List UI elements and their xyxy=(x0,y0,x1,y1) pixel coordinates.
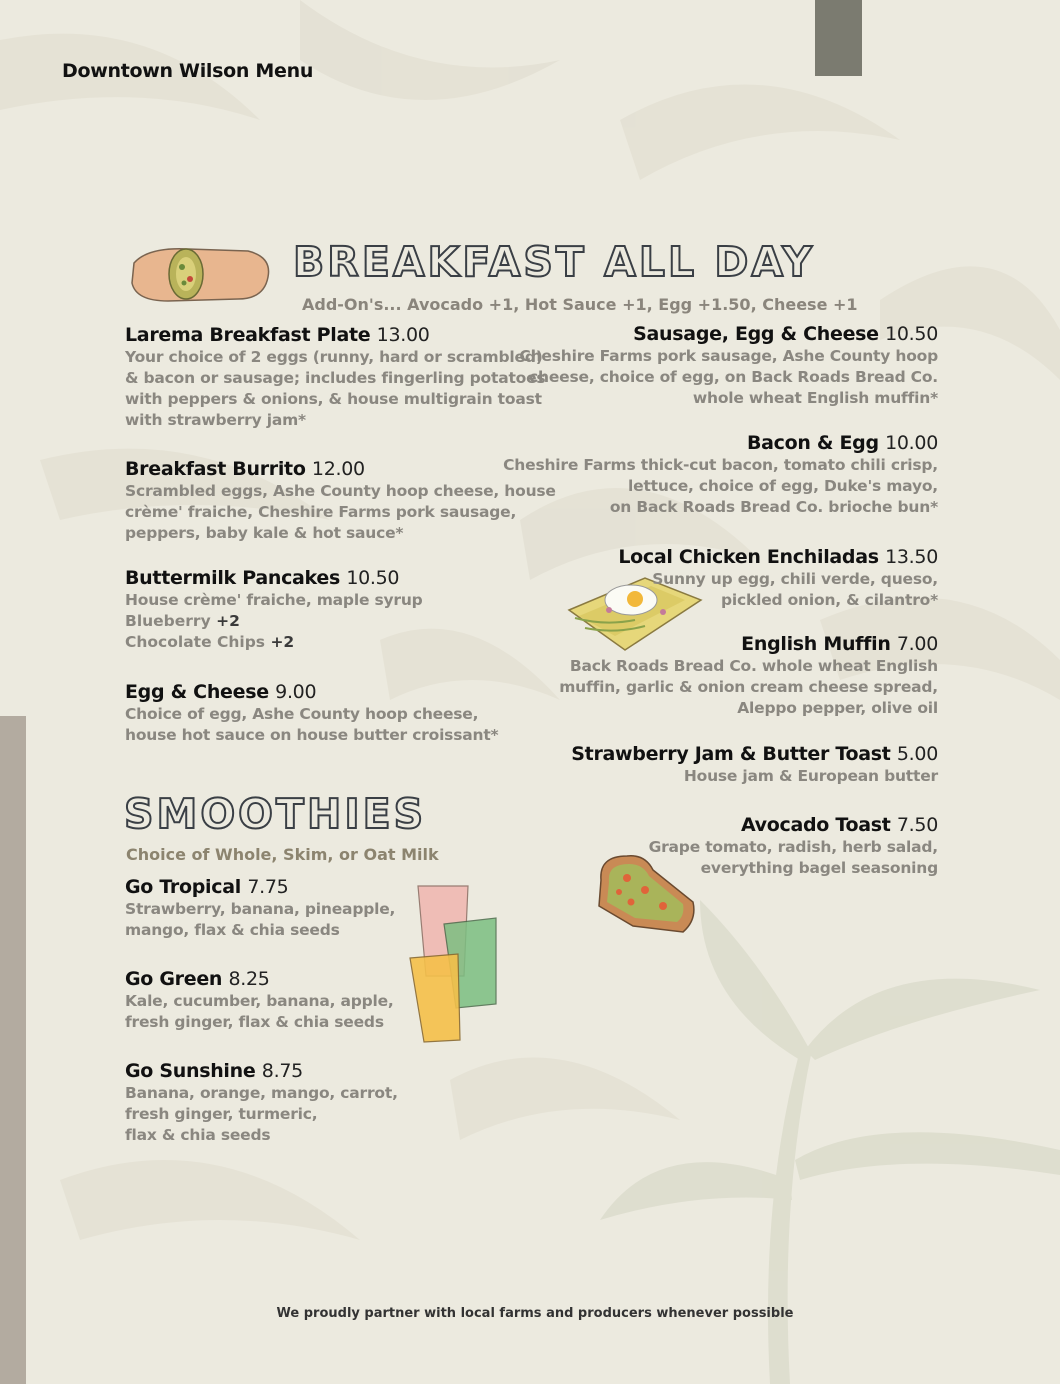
item-desc-line: flax & chia seeds xyxy=(125,1126,271,1144)
smoothie-glasses-illustration xyxy=(406,880,501,1045)
item-desc-line: House jam & European butter xyxy=(683,767,938,785)
avocado-toast-illustration xyxy=(593,850,699,936)
item-price: 12.00 xyxy=(311,458,365,480)
item-desc-line: whole wheat English muffin* xyxy=(692,389,938,407)
item-price: 7.75 xyxy=(247,876,289,898)
item-desc-line: Sunny up egg, chili verde, queso, xyxy=(652,570,938,588)
venue-title: Downtown Wilson Menu xyxy=(62,60,314,82)
item-desc-line: peppers, baby kale & hot sauce* xyxy=(125,524,404,542)
item-name: Larema Breakfast Plate xyxy=(125,324,371,346)
item-desc-line: lettuce, choice of egg, Duke's mayo, xyxy=(628,477,938,495)
item-desc-line: Choice of egg, Ashe County hoop cheese, xyxy=(125,705,479,723)
item-desc-line: crème' fraiche, Cheshire Farms pork sausage, xyxy=(125,503,517,521)
item-desc-line: Back Roads Bread Co. whole wheat English xyxy=(569,657,938,675)
item-desc-line: Kale, cucumber, banana, apple, xyxy=(125,992,394,1010)
item-desc-line: Grape tomato, radish, herb salad, xyxy=(648,838,938,856)
smoothies-section-title: SMOOTHIES xyxy=(124,790,427,838)
item-extra xyxy=(125,632,423,653)
item-desc-line: with strawberry jam* xyxy=(125,411,306,429)
menu-item-jam-butter-toast xyxy=(571,742,938,787)
item-desc-line: on Back Roads Bread Co. brioche bun* xyxy=(609,498,938,516)
item-name: Sausage, Egg & Cheese xyxy=(633,323,879,345)
milk-options-note: Choice of Whole, Skim, or Oat Milk xyxy=(126,845,439,864)
item-price: 10.50 xyxy=(885,323,938,345)
menu-item-bacon-and-egg xyxy=(503,431,938,518)
item-name: Local Chicken Enchiladas xyxy=(618,546,879,568)
item-name: Go Tropical xyxy=(125,876,241,898)
item-price: 9.00 xyxy=(275,681,317,703)
item-desc-line: Strawberry, banana, pineapple, xyxy=(125,900,396,918)
item-desc-line: with peppers & onions, & house multigrain toast xyxy=(125,390,542,408)
item-name: English Muffin xyxy=(741,633,891,655)
item-price: 5.00 xyxy=(896,743,938,765)
item-name: Avocado Toast xyxy=(740,814,891,836)
item-desc-line: house hot sauce on house butter croissant* xyxy=(125,726,499,744)
item-desc-line: & bacon or sausage; includes fingerling potatoes xyxy=(125,369,546,387)
item-name: Go Green xyxy=(125,968,223,990)
item-price: 8.25 xyxy=(228,968,270,990)
menu-item-larema-breakfast-plate xyxy=(125,323,545,431)
item-desc-line: pickled onion, & cilantro* xyxy=(720,591,938,609)
item-price: 7.00 xyxy=(896,633,938,655)
item-desc-line: fresh ginger, turmeric, xyxy=(125,1105,318,1123)
item-name: Bacon & Egg xyxy=(746,432,879,454)
item-desc-line: everything bagel seasoning xyxy=(700,859,938,877)
item-name: Go Sunshine xyxy=(125,1060,256,1082)
item-desc-line: Cheshire Farms pork sausage, Ashe County hoop xyxy=(519,347,938,365)
top-tab-decoration xyxy=(815,0,862,76)
extra-price: +2 xyxy=(270,633,295,651)
menu-item-egg-and-cheese xyxy=(125,680,498,746)
item-extra xyxy=(125,611,423,632)
menu-item-english-muffin xyxy=(559,632,938,719)
item-desc-line: Banana, orange, mango, carrot, xyxy=(125,1084,398,1102)
menu-item-chicken-enchiladas xyxy=(618,545,938,611)
menu-item-breakfast-burrito xyxy=(125,457,556,544)
footer-note: We proudly partner with local farms and producers whenever possible xyxy=(276,1306,794,1321)
item-price: 13.00 xyxy=(376,324,430,346)
item-price: 7.50 xyxy=(896,814,938,836)
side-bar-decoration xyxy=(0,716,26,1384)
menu-item-go-green xyxy=(125,967,394,1033)
burrito-illustration xyxy=(128,243,273,305)
item-desc-line: cheese, choice of egg, on Back Roads Bread Co. xyxy=(529,368,938,386)
extra-label: Blueberry xyxy=(125,612,211,630)
item-price: 8.75 xyxy=(261,1060,303,1082)
item-desc-line: House crème' fraiche, maple syrup xyxy=(125,591,423,609)
item-name: Strawberry Jam & Butter Toast xyxy=(571,743,891,765)
menu-item-buttermilk-pancakes xyxy=(125,566,423,653)
menu-item-sausage-egg-cheese xyxy=(519,322,938,409)
item-desc-line: muffin, garlic & onion cream cheese spread, xyxy=(559,678,938,696)
addons-note: Add-On's... Avocado +1, Hot Sauce +1, Egg +1.50, Cheese +1 xyxy=(302,295,858,314)
extra-price: +2 xyxy=(216,612,240,630)
breakfast-section-title: BREAKFAST ALL DAY xyxy=(293,238,815,286)
item-name: Buttermilk Pancakes xyxy=(125,567,340,589)
item-desc-line: fresh ginger, flax & chia seeds xyxy=(125,1013,384,1031)
item-desc-line: Cheshire Farms thick-cut bacon, tomato chili crisp, xyxy=(503,456,938,474)
item-desc-line: Scrambled eggs, Ashe County hoop cheese, house xyxy=(125,482,556,500)
item-price: 10.00 xyxy=(885,432,938,454)
menu-item-go-sunshine xyxy=(125,1059,398,1146)
menu-item-go-tropical xyxy=(125,875,395,941)
item-name: Breakfast Burrito xyxy=(125,458,306,480)
item-name: Egg & Cheese xyxy=(125,681,269,703)
item-desc-line: Aleppo pepper, olive oil xyxy=(737,699,938,717)
item-desc-line: mango, flax & chia seeds xyxy=(125,921,340,939)
item-desc-line: Your choice of 2 eggs (runny, hard or scrambled) xyxy=(125,348,543,366)
extra-label: Chocolate Chips xyxy=(125,633,266,651)
item-price: 10.50 xyxy=(346,567,400,589)
item-price: 13.50 xyxy=(885,546,938,568)
